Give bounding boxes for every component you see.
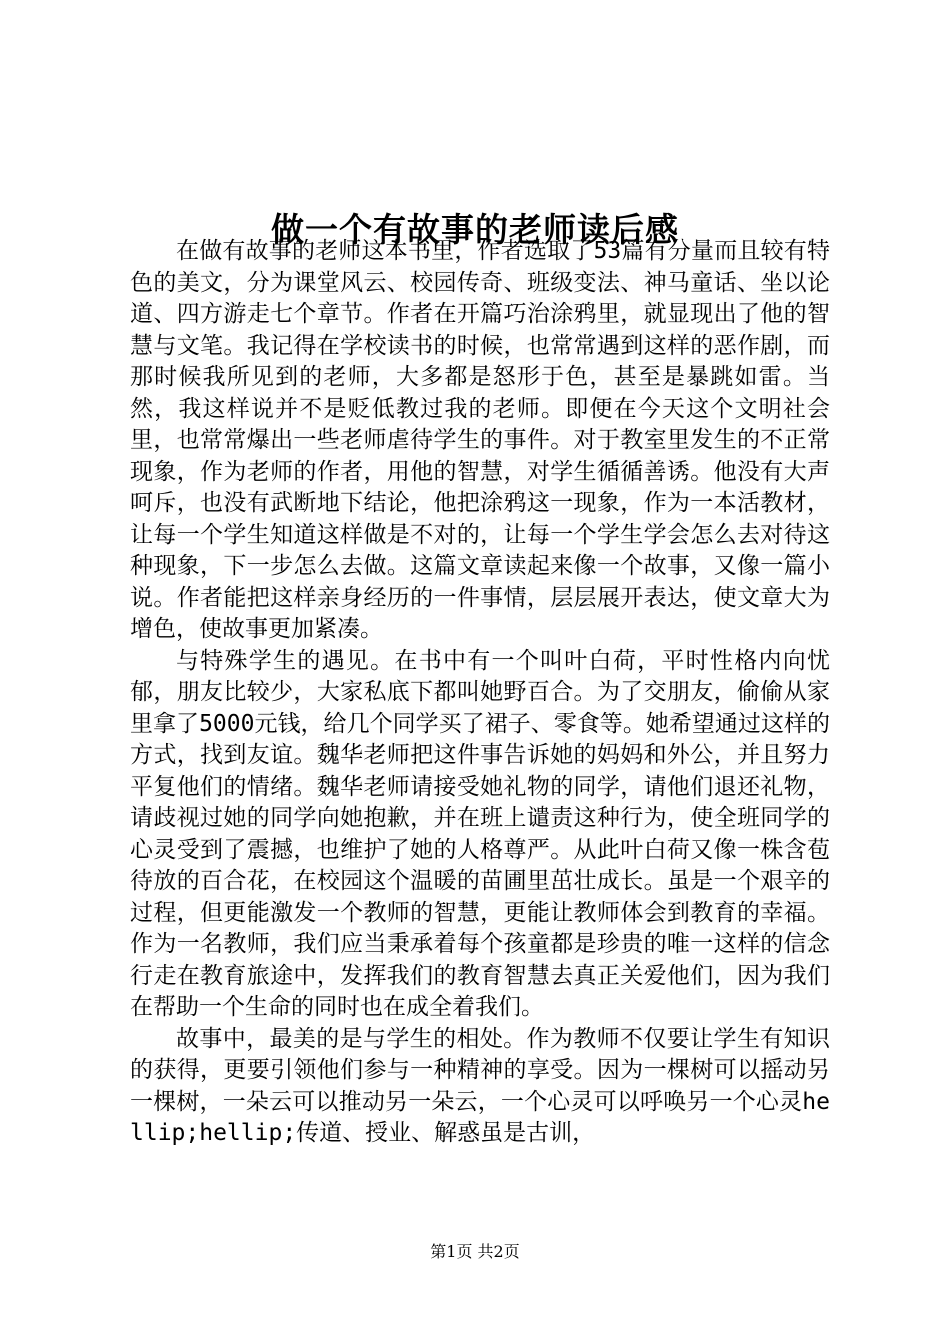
document-body <box>130 236 830 1150</box>
paragraph-1: 在做有故事的老师这本书里，作者选取了53篇有分量而且较有特色的美文，分为课堂风云、校园传奇、班级变法、神马童话、坐以论道、四方游走七个章节。作者在开篇巧治涂鸦里，就显现出了他的智慧与文笔。我记得在学校读书的时候，也常常遇到这样的恶作剧，而那时候我所见到的老师，大多都是怒形于色，甚至是暴跳如雷。当然，我这样说并不是贬低教过我的老师。即便在今天这个文明社会里，也常常爆出一些老师虐待学生的事件。对于教室里发生的不正常现象，作为老师的作者，用他的智慧，对学生循循善诱。他没有大声呵斥，也没有武断地下结论，他把涂鸦这一现象，作为一本活教材，让每一个学生知道这样做是不对的，让每一个学生学会怎么去对待这种现象，下一步怎么去做。这篇文章读起来像一个故事，又像一篇小说。作者能把这样亲身经历的一件事情，层层展开表达，使文章大为增色，使故事更加紧凑。 <box>130 238 830 642</box>
paragraph-2: 与特殊学生的遇见。在书中有一个叫叶白荷，平时性格内向忧郁，朋友比较少，大家私底下都叫她野百合。为了交朋友，偷偷从家里拿了5000元钱，给几个同学买了裙子、零食等。她希望通过这样的方式，找到友谊。魏华老师把这件事告诉她的妈妈和外公，并且努力平复他们的情绪。魏华老师请接受她礼物的同学，请他们退还礼物，请歧视过她的同学向她抱歉，并在班上谴责这种行为，使全班同学的心灵受到了震撼，也维护了她的人格尊严。从此叶白荷又像一株含苞待放的百合花，在校园这个温暖的苗圃里茁壮成长。虽是一个艰辛的过程，但更能激发一个教师的智慧，更能让教师体会到教育的幸福。作为一名教师，我们应当秉承着每个孩童都是珍贵的唯一这样的信念行走在教育旅途中，发挥我们的教育智慧去真正关爱他们，因为我们在帮助一个生命的同时也在成全着我们。 <box>130 647 830 1020</box>
page-footer: 第1页 共2页 <box>430 1242 520 1261</box>
paragraph-3: 故事中，最美的是与学生的相处。作为教师不仅要让学生有知识的获得，更要引领他们参与一种精神的享受。因为一棵树可以摇动另一棵树，一朵云可以推动另一朵云，一个心灵可以呼唤另一个心灵hellip;hellip;传道、授业、解惑虽是古训， <box>130 1025 830 1146</box>
document-title: 做一个有故事的老师读后感 <box>271 210 679 250</box>
